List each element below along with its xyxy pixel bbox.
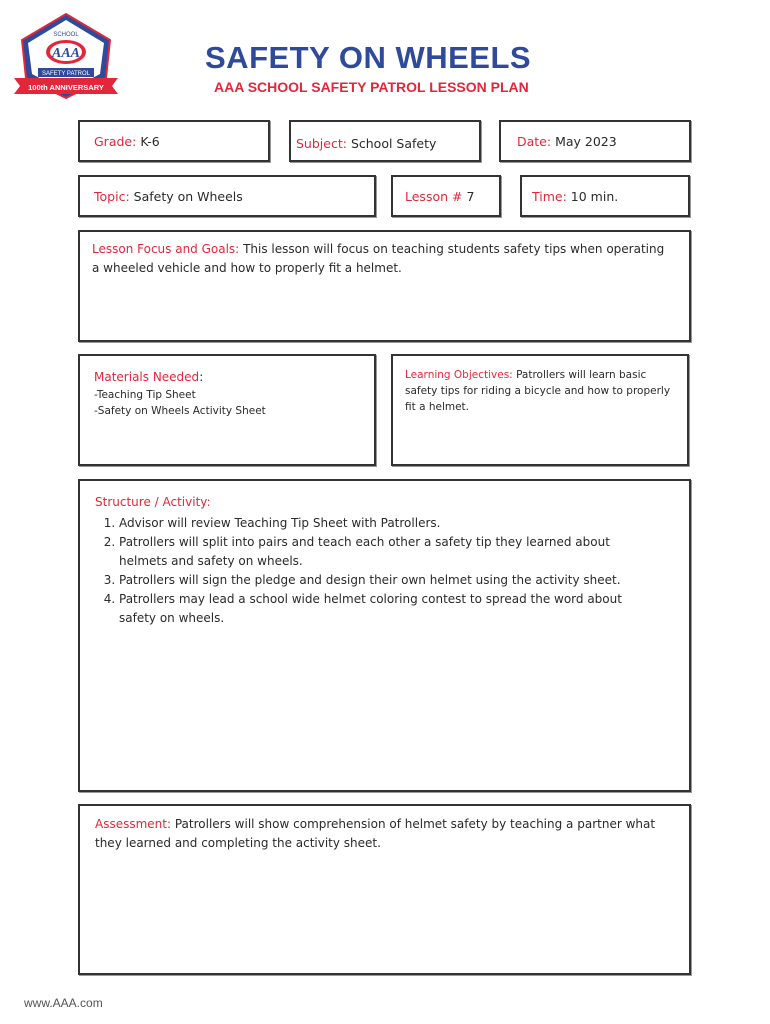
structure-activity-box [78,479,691,792]
materials-item: -Safety on Wheels Activity Sheet [94,405,266,417]
assessment-text: Patrollers will show comprehension of helmet safety by teaching a partner what they learned and completing the activity sheet. [95,817,656,850]
focus-label: Lesson Focus and Goals: [92,242,240,256]
activity-steps-list [95,514,649,628]
time-label: Time: [532,189,567,204]
logo-brand: AAA [51,46,81,61]
time-field [520,175,690,217]
materials-box [78,354,376,466]
date-field [499,120,691,162]
assessment-box [78,804,691,975]
logo-ribbon-text: 100th ANNIVERSARY [28,83,104,92]
learning-objectives-box [391,354,689,466]
activity-step: 3. Patrollers will sign the pledge and design their own helmet using the activity sheet. [119,571,649,590]
subject-value: School Safety [350,136,437,151]
logo-top-text: SCHOOL [53,32,79,38]
footer-url: www.AAA.com [24,996,103,1010]
focus-text: This lesson will focus on teaching students safety tips when operating a wheeled vehicle and how to properly fit a helmet. [92,242,665,275]
materials-label: Materials Needed [94,370,200,384]
lesson-number-field [391,175,501,217]
lesson-label: Lesson # [405,189,463,204]
lesson-value: 7 [466,189,475,204]
assessment-label: Assessment: [95,817,172,831]
topic-value: Safety on Wheels [133,189,243,204]
date-label: Date: [517,134,552,149]
time-value: 10 min. [570,189,619,204]
subject-field [289,120,481,162]
grade-field [78,120,270,162]
lesson-focus-box [78,230,691,342]
activity-step: 2. Patrollers will split into pairs and teach each other a safety tip they learned about helmets and safety on wheels. [119,533,649,571]
structure-label: Structure / Activity: [95,495,211,509]
aaa-school-safety-patrol-badge-icon [12,12,120,102]
topic-label: Topic: [94,189,130,204]
activity-step: 4. Patrollers may lead a school wide helmet coloring contest to spread the word about safety on wheels. [119,590,649,628]
page-subtitle: AAA SCHOOL SAFETY PATROL LESSON PLAN [214,79,529,95]
topic-field [78,175,376,217]
logo-band-text: SAFETY PATROL [41,71,91,77]
subject-label: Subject: [296,136,347,151]
objectives-text: Patrollers will learn basic safety tips for riding a bicycle and how to properly fit a helmet. [405,369,671,413]
materials-item: -Teaching Tip Sheet [94,389,196,401]
grade-value: K-6 [140,134,160,149]
materials-colon: : [199,370,204,384]
grade-label: Grade: [94,134,137,149]
page-title: SAFETY ON WHEELS [205,40,532,75]
objectives-label: Learning Objectives: [405,369,513,381]
date-value: May 2023 [555,134,617,149]
activity-step: 1. Advisor will review Teaching Tip Sheet with Patrollers. [119,514,649,533]
